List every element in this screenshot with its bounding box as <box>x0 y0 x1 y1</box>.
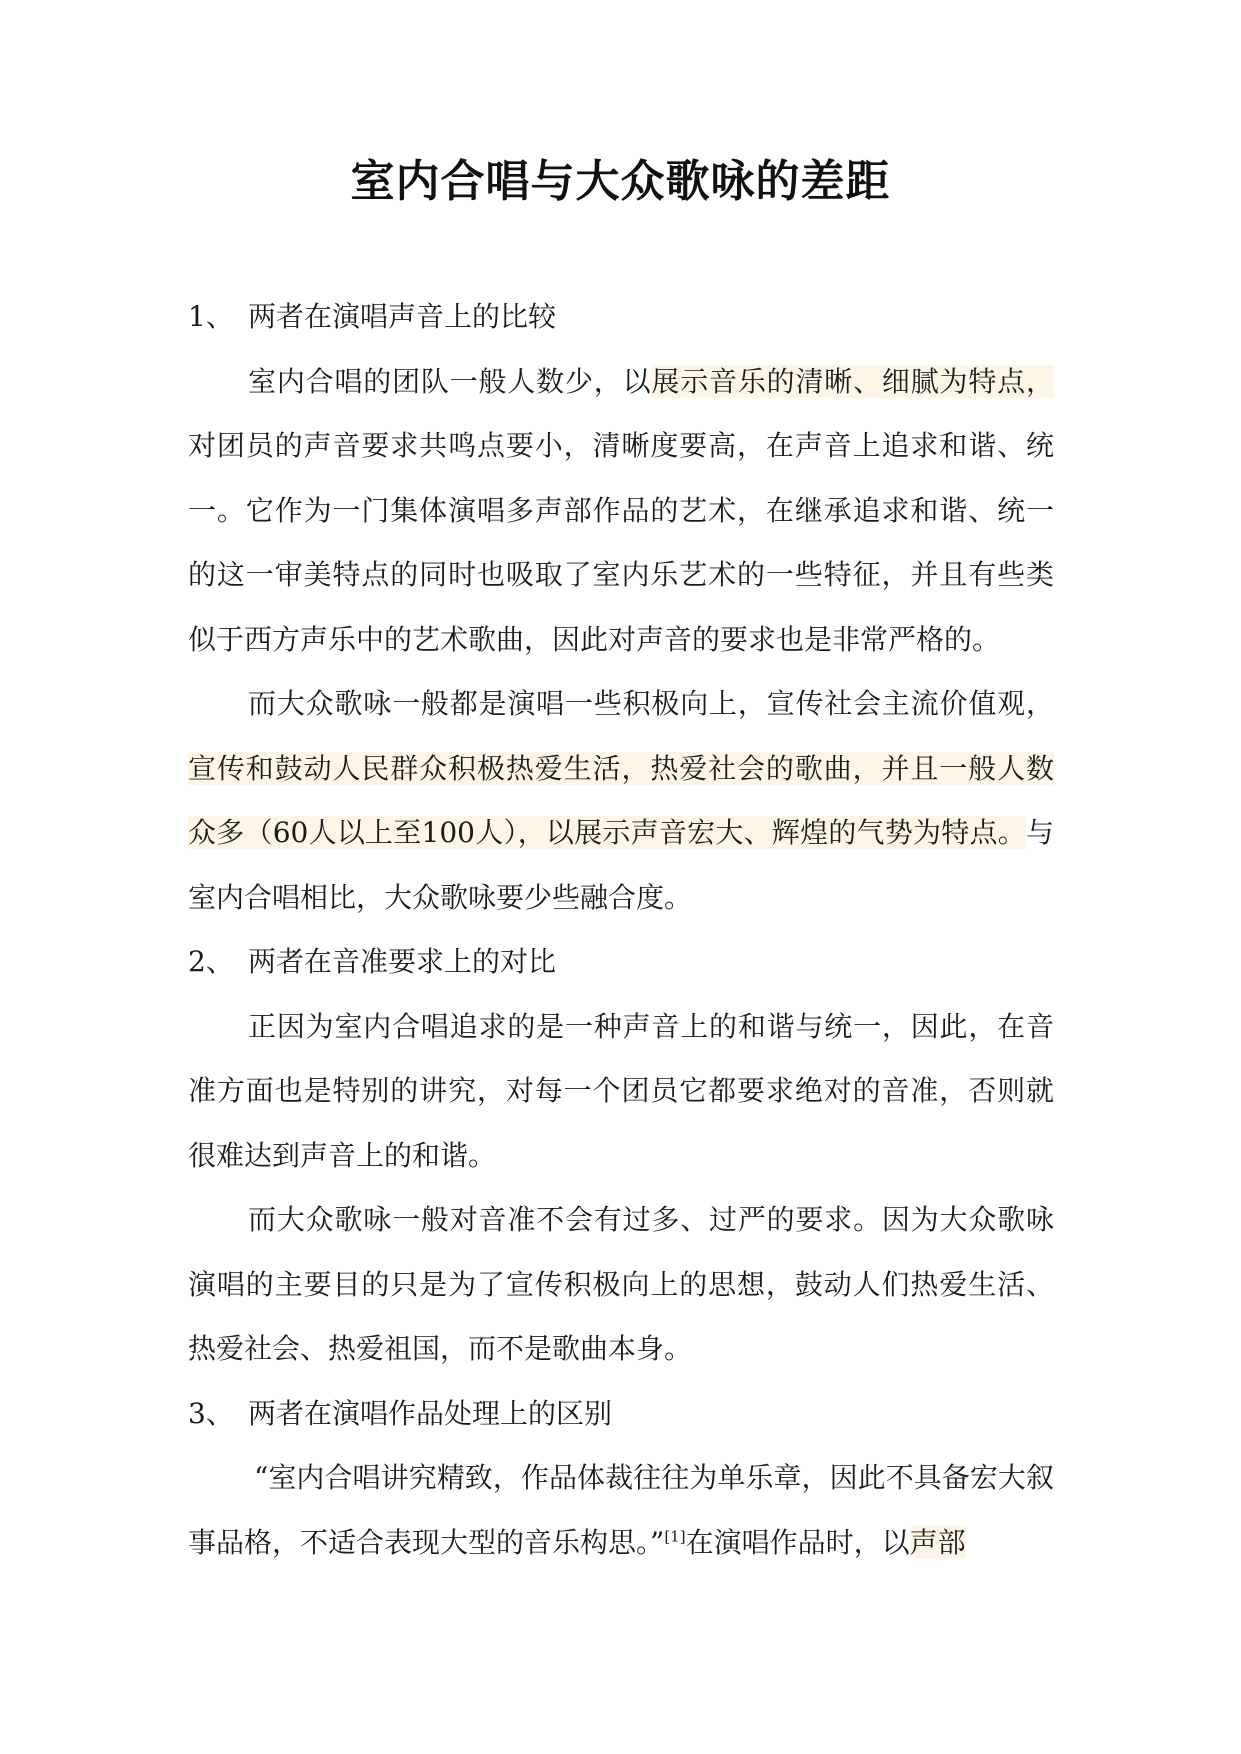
document-title: 室内合唱与大众歌咏的差距 <box>350 156 891 207</box>
paragraph: 而大众歌咏一般对音准不会有过多、过严的要求。因为大众歌咏演唱的主要目的只是为了宣传积极向上的思想，鼓动人们热爱生活、热爱社会、热爱祖国，而不是歌曲本身。 <box>188 1203 1054 1365</box>
paragraph-text: 在演唱作品时，以 <box>685 1525 910 1559</box>
quotation: “室内合唱讲究精致，作品体裁往往为单乐章，因此不具备宏大叙事品格，不适合表现大型的音乐构思。” <box>188 1461 1054 1559</box>
highlighted-text: 声部 <box>909 1525 966 1559</box>
section-heading-3 <box>188 1382 1054 1447</box>
paragraph-text: 与室内合唱相比，大众歌咏要少些融合度。 <box>188 816 1054 914</box>
paragraph-text: 对团员的声音要求共鸣点要小，清晰度要高，在声音上追求和谐、统一。它作为一门集体演唱多声部作品的艺术，在继承追求和谐、统一的这一审美特点的同时也吸取了室内乐艺术的一些特征，并且有些类似于西方声乐中的艺术歌曲，因此对声音的要求也是非常严格的。 <box>188 429 1054 656</box>
document-body <box>188 285 1054 1575</box>
paragraph: 正因为室内合唱追求的是一种声音上的和谐与统一，因此，在音准方面也是特别的讲究，对每一个团员它都要求绝对的音准，否则就很难达到声音上的和谐。 <box>188 1009 1054 1172</box>
paragraph <box>188 1446 1054 1575</box>
section-heading-2 <box>188 930 1054 995</box>
section-number: 3、 <box>188 1396 234 1430</box>
section-heading-1 <box>188 285 1054 350</box>
highlighted-text: 展示音乐的清晰、细腻为特点， <box>651 364 1054 398</box>
paragraph <box>188 672 1054 930</box>
section-heading-text: 两者在演唱声音上的比较 <box>248 300 557 333</box>
paragraph <box>188 350 1054 673</box>
section-number: 1、 <box>188 300 234 333</box>
paragraph-text: 而大众歌咏一般都是演唱一些积极向上，宣传社会主流价值观， <box>248 687 1054 720</box>
section-number: 2、 <box>188 945 234 978</box>
paragraph-text: 室内合唱的团队一般人数少，以 <box>248 364 652 398</box>
highlighted-text: 宣传和鼓动人民群众积极热爱生活，热爱社会的歌曲，并且一般人数众多（60人以上至100人），以展示声音宏大、辉煌的气势为特点。 <box>188 751 1054 849</box>
section-heading-text: 两者在演唱作品处理上的区别 <box>248 1396 613 1430</box>
footnote-marker[interactable]: [1] <box>664 1527 686 1546</box>
section-heading-text: 两者在音准要求上的对比 <box>248 945 557 978</box>
